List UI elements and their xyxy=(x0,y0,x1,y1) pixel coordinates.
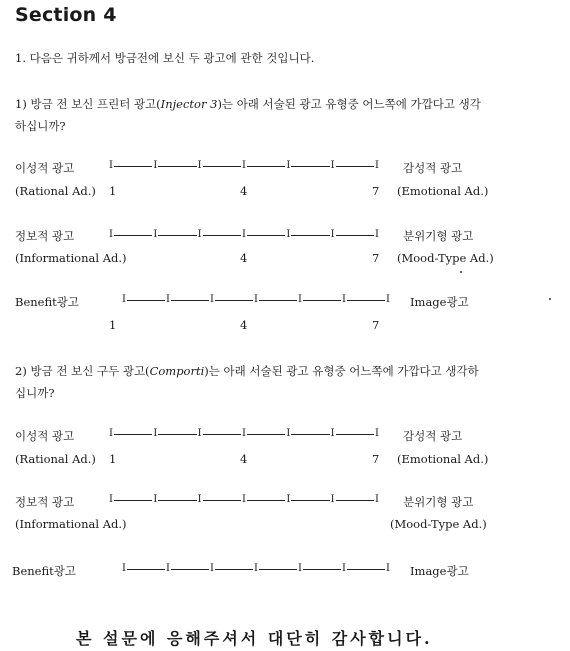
scale-point-3[interactable]: I xyxy=(210,294,214,305)
scale-point-1[interactable]: I xyxy=(109,160,113,171)
scale-point-5[interactable]: I xyxy=(286,229,291,240)
scale-point-1[interactable]: I xyxy=(122,294,126,305)
scale-point-3[interactable]: I xyxy=(210,563,214,574)
q1-scale3-left-label: Benefit광고 xyxy=(15,295,79,309)
scale-point-2[interactable]: I xyxy=(153,494,158,505)
scale-point-6[interactable]: I xyxy=(342,563,346,574)
q1-scale1-left-label: 이성적 광고 xyxy=(15,161,75,175)
closing-message: 본 설문에 응해주셔서 대단히 감사합니다. xyxy=(76,629,433,648)
scale-point-2[interactable]: I xyxy=(166,563,170,574)
q2-scale1-num-1: 1 xyxy=(109,452,117,466)
question-2-line-2: 십니까? xyxy=(15,386,55,400)
q1-scale1-right-en: (Emotional Ad.) xyxy=(397,184,489,198)
scale-point-3[interactable]: I xyxy=(197,160,202,171)
scale-point-2[interactable]: I xyxy=(153,428,158,439)
question-2-line-1 xyxy=(15,359,479,383)
q2-scale2-right-en: (Mood-Type Ad.) xyxy=(390,517,487,531)
scale-point-3[interactable]: I xyxy=(197,428,202,439)
scale-point-2[interactable]: I xyxy=(153,160,158,171)
q2-scale1-left-en: (Rational Ad.) xyxy=(15,452,96,466)
q1-scale1-right-label: 감성적 광고 xyxy=(403,161,463,175)
q1-scale2-right-label: 분위기형 광고 xyxy=(403,229,474,243)
q1-scale3-num-1: 1 xyxy=(109,318,117,332)
q1-scale2-left-en: (Informational Ad.) xyxy=(15,251,127,265)
question-1-line-1 xyxy=(15,92,481,116)
scale-point-4[interactable]: I xyxy=(242,428,246,439)
scale-point-6[interactable]: I xyxy=(342,294,346,305)
scale-point-6[interactable]: I xyxy=(330,494,335,505)
scale-point-7[interactable]: I xyxy=(386,294,390,305)
scale-point-4[interactable]: I xyxy=(254,294,258,305)
q2-scale1-num-4: 4 xyxy=(240,452,248,466)
scale-point-5[interactable]: I xyxy=(286,494,291,505)
q2-scale2-left-label: 정보적 광고 xyxy=(15,495,75,509)
question-1-product: Injector 3 xyxy=(160,97,218,111)
q1-scale3-num-4: 4 xyxy=(240,318,248,332)
question-2-product: Comporti xyxy=(149,364,205,378)
scale-point-4[interactable]: I xyxy=(242,160,246,171)
scale-point-2[interactable]: I xyxy=(166,294,170,305)
scale-point-7[interactable]: I xyxy=(375,160,379,171)
question-1-line-2: 하십니까? xyxy=(15,119,66,133)
q2-scale1-left-label: 이성적 광고 xyxy=(15,429,75,443)
q1-scale1-num-4: 4 xyxy=(240,184,248,198)
q2-scale2-left-en: (Informational Ad.) xyxy=(15,517,127,531)
scale-point-7[interactable]: I xyxy=(375,428,379,439)
scale-point-5[interactable]: I xyxy=(286,428,291,439)
speck-mark xyxy=(549,298,551,300)
question-2-suffix: )는 아래 서술된 광고 유형중 어느쪽에 가깝다고 생각하 xyxy=(204,364,479,378)
q1-scale2-right-en: (Mood-Type Ad.) xyxy=(397,251,494,265)
q1-scale2-num-4: 4 xyxy=(240,251,248,265)
scale-point-1[interactable]: I xyxy=(109,229,113,240)
q1-scale1-left-en: (Rational Ad.) xyxy=(15,184,96,198)
scale-point-4[interactable]: I xyxy=(254,563,258,574)
q2-scale1-num-7: 7 xyxy=(372,452,380,466)
scale-point-7[interactable]: I xyxy=(386,563,390,574)
q1-scale1-num-1: 1 xyxy=(109,184,117,198)
scale-point-3[interactable]: I xyxy=(197,229,202,240)
scale-point-5[interactable]: I xyxy=(298,563,302,574)
intro-text: 1. 다음은 귀하께서 방금전에 보신 두 광고에 관한 것입니다. xyxy=(15,51,315,65)
scale-point-1[interactable]: I xyxy=(122,563,126,574)
q1-scale1-num-7: 7 xyxy=(372,184,380,198)
scale-point-3[interactable]: I xyxy=(197,494,202,505)
scale-point-5[interactable]: I xyxy=(286,160,291,171)
question-1-prefix: 1) 방금 전 보신 프린터 광고( xyxy=(15,97,161,111)
scale-point-5[interactable]: I xyxy=(298,294,302,305)
scale-point-6[interactable]: I xyxy=(330,428,335,439)
scale-point-7[interactable]: I xyxy=(375,494,379,505)
scale-point-6[interactable]: I xyxy=(330,229,335,240)
section-title: Section 4 xyxy=(15,4,117,26)
q2-scale1-right-label: 감성적 광고 xyxy=(403,429,463,443)
scale-point-7[interactable]: I xyxy=(375,229,379,240)
question-1-suffix: )는 아래 서술된 광고 유형중 어느쪽에 가깝다고 생각 xyxy=(217,97,481,111)
q1-scale2-left-label: 정보적 광고 xyxy=(15,229,75,243)
q2-scale3-right-label: Image광고 xyxy=(410,564,469,578)
q1-scale3-right-label: Image광고 xyxy=(410,295,469,309)
scale-point-2[interactable]: I xyxy=(153,229,158,240)
speck-mark xyxy=(460,271,462,273)
scale-point-1[interactable]: I xyxy=(109,494,113,505)
q1-scale3-num-7: 7 xyxy=(372,318,380,332)
q1-scale2-num-7: 7 xyxy=(372,251,380,265)
q2-scale1-right-en: (Emotional Ad.) xyxy=(397,452,489,466)
scale-point-6[interactable]: I xyxy=(330,160,335,171)
scale-point-4[interactable]: I xyxy=(242,494,246,505)
q2-scale2-right-label: 분위기형 광고 xyxy=(403,495,474,509)
scale-point-1[interactable]: I xyxy=(109,428,113,439)
question-2-prefix: 2) 방금 전 보신 구두 광고( xyxy=(15,364,150,378)
scale-point-4[interactable]: I xyxy=(242,229,246,240)
q2-scale3-left-label: Benefit광고 xyxy=(12,564,76,578)
